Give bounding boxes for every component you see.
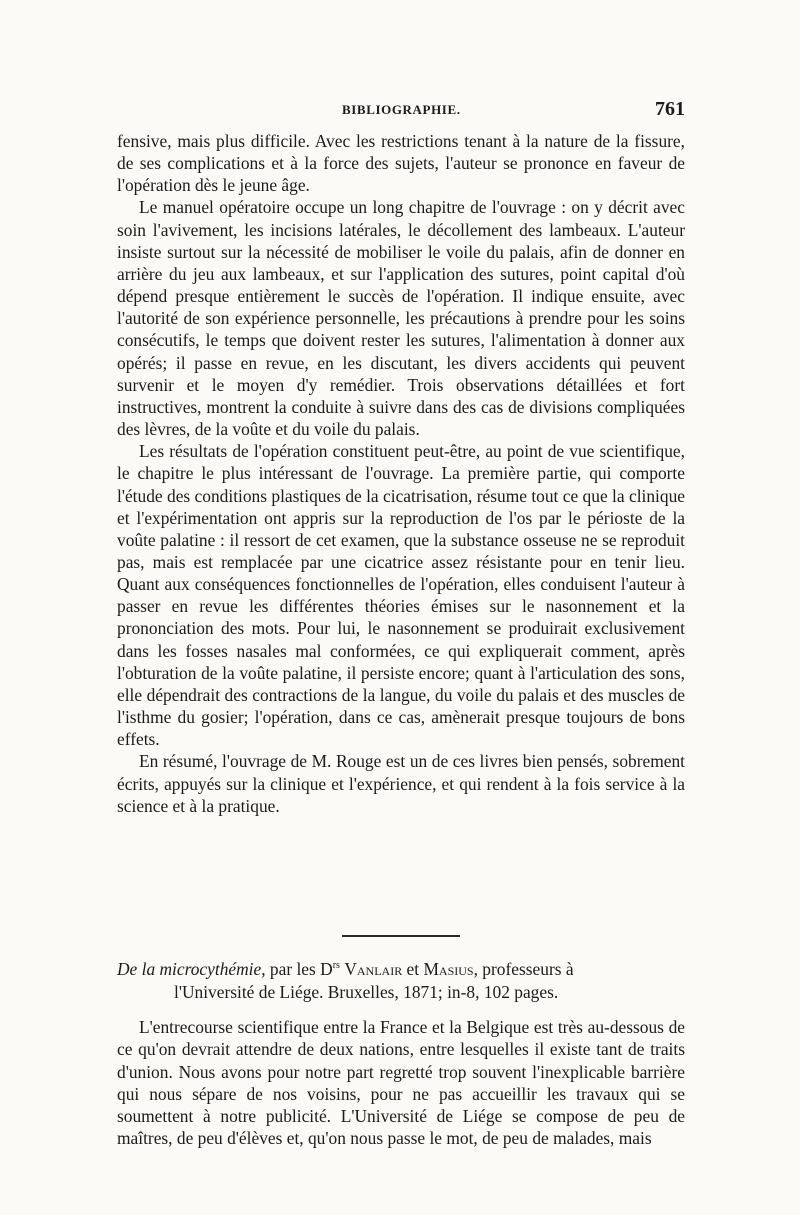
review-heading	[117, 958, 685, 1003]
paragraph-operative-manual: Le manuel opératoire occupe un long chapitre de l'ouvrage : on y décrit avec soin l'avivement, les incisions latérales, le décollement des lambeaux. L'auteur insiste surtout sur la nécessité de mobiliser le voile du palais, afin de donner en arrière du jeu aux lambeaux, et sur l'application des sutures, point capital d'où dépend presque entièrement le succès de l'opération. Il indique ensuite, avec l'autorité de son expérience personnelle, les précautions à prendre pour les soins consécutifs, le temps que doivent rester les sutures, l'alimentation à donner aux opérés; il passe en revue, en les discutant, les divers accidents qui peuvent survenir et le moyen d'y remédier. Trois observations détaillées et fort instructives, montrent la conduite à suivre dans des cas de divisions compliquées des lèvres, de la voûte et du voile du palais.	[117, 197, 685, 440]
running-head	[117, 98, 685, 124]
heading-role: professeurs à	[477, 959, 574, 979]
book-title: De la microcythémie,	[117, 959, 266, 979]
review-microcythemie-text	[117, 1016, 685, 1150]
paragraph-results: Les résultats de l'opération constituent peut-être, au point de vue scientifique, le chapitre le plus intéressant de l'ouvrage. La première partie, qui comporte l'étude des conditions plastiques de la cicatrisation, résume tout ce que la clinique et l'expérimentation ont appris sur la reproduction de l'os par le périoste de la voûte palatine : il ressort de cet examen, que la substance osseuse ne se reproduit pas, mais est remplacée par une cicatrice assez résistante pour en tenir lieu. Quant aux conséquences fonctionnelles de l'opération, elles conduisent l'auteur à passer en revue les différentes théories émises sur le nasonnement et la prononciation des mots. Pour lui, le nasonnement se produirait exclusivement dans les fosses nasales mal conformées, ce qui expliquerait comment, après l'obturation de la voûte palatine, il persiste encore; quant à l'articulation des sons, elle dépendrait des contractions de la langue, du voile du palais et des muscles de l'isthme du gosier; l'opération, dans ce cas, amènerait presque toujours de bons effets.	[117, 441, 685, 750]
paragraph-summary: En résumé, l'ouvrage de M. Rouge est un de ces livres bien pensés, sobrement écrits, appuyés sur la clinique et l'expérience, et qui rendent à la fois service à la science et à la pratique.	[117, 751, 685, 816]
review-rouge-text	[117, 130, 685, 817]
running-title: BIBLIOGRAPHIE.	[342, 102, 461, 117]
author-vanlair: Vanlair	[344, 959, 403, 979]
heading-by: par les D	[265, 959, 333, 979]
paragraph-continued: fensive, mais plus difficile. Avec les restrictions tenant à la nature de la fissure, de ses complications et à la force des sujets, l'auteur se prononce en faveur de l'opération dès le jeune âge.	[117, 131, 685, 196]
doctors-superscript: rs	[332, 960, 340, 972]
paragraph-entrecourse: L'entrecourse scientifique entre la France et la Belgique est très au-dessous de ce qu'on devrait attendre de deux nations, entre lesquelles il existe tant de traits d'union. Nous avons pour notre part regretté trop souvent l'inexplicable barrière qui nous sépare de nos voisins, pour ne pas accueillir les travaux qui se soumettent à notre publicité. L'Université de Liége se compose de peu de maîtres, de peu d'élèves et, qu'on nous passe le mot, de peu de malades, mais	[117, 1017, 685, 1149]
heading-and: et	[402, 959, 424, 979]
publication-details: l'Université de Liége. Bruxelles, 1871; in-8, 102 pages.	[174, 981, 559, 1002]
section-divider	[342, 935, 460, 937]
page-number: 761	[655, 98, 685, 120]
author-masius: Masius,	[423, 959, 478, 979]
